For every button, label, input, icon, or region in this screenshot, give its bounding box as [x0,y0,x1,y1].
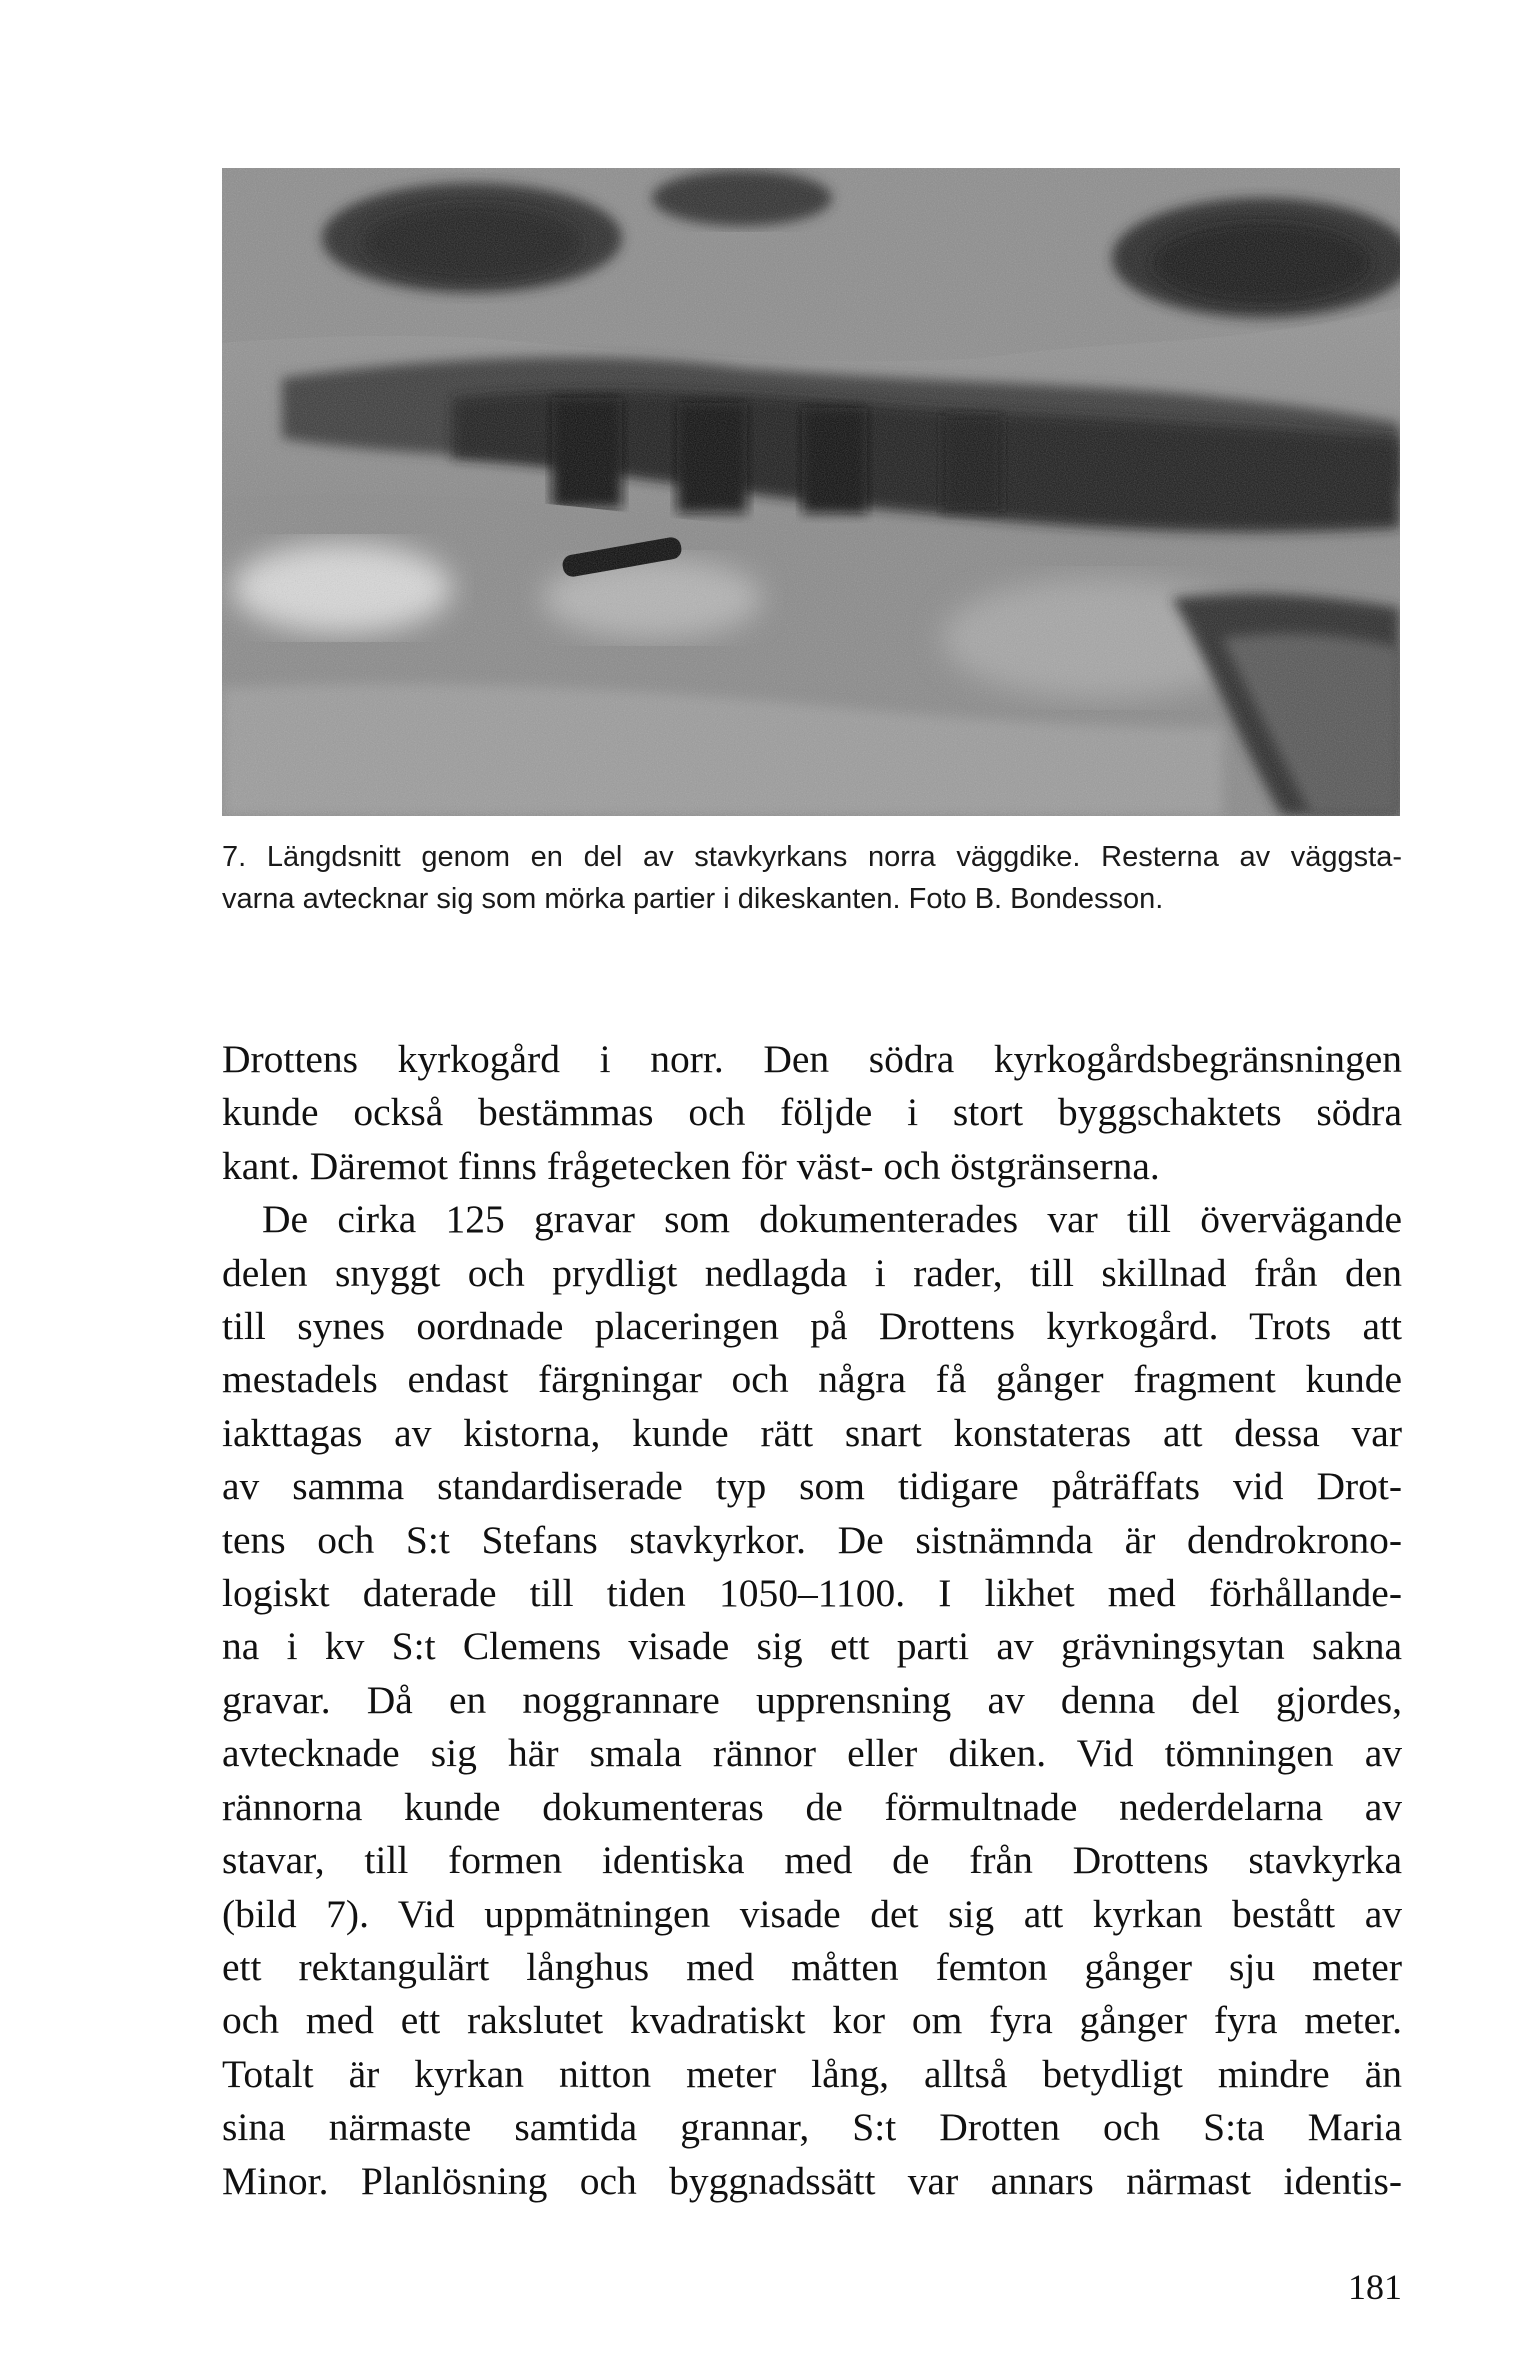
text-line: till synes oordnade placeringen på Drottens kyrkogård. Trots att [222,1304,1402,1349]
text-line: tens och S:t Stefans stavkyrkor. De sistnämnda är dendrokrono- [222,1517,1402,1562]
text-line: stavar, till formen identiska med de från Drottens stavkyrka [222,1838,1402,1883]
text-line: sina närmaste samtida grannar, S:t Drotten och S:ta Maria [222,2105,1402,2150]
paragraph-2 [222,1193,1402,2208]
text-line: ett rektangulärt långhus med måtten femton gånger sju meter [222,1944,1402,1989]
body-text [222,1033,1402,2208]
figure-caption [222,836,1402,920]
text-line: av samma standardiserade typ som tidigare påträffats vid Drot- [222,1464,1402,1509]
text-line: Minor. Planlösning och byggnadssätt var annars närmast identis- [222,2158,1402,2203]
text-line: mestadels endast färgningar och några få gånger fragment kunde [222,1357,1402,1402]
text-line: rännorna kunde dokumenteras de förmultnade nederdelarna av [222,1784,1402,1829]
text-line: kant. Däremot finns frågetecken för väst- och östgränserna. [222,1143,1160,1188]
paragraph-1 [222,1033,1402,1193]
excavation-photo-image [222,168,1400,816]
text-line: De cirka 125 gravar som dokumenterades var till övervägande [262,1197,1402,1242]
text-line: kunde också bestämmas och följde i stort byggschaktets södra [222,1090,1402,1135]
caption-line: 7. Längdsnitt genom en del av stavkyrkans norra väggdike. Resterna av väggsta- [222,841,1402,873]
text-line: (bild 7). Vid uppmätningen visade det sig att kyrkan bestått av [222,1891,1402,1936]
excavation-photo [222,168,1400,816]
text-line: och med ett rakslutet kvadratiskt kor om fyra gånger fyra meter. [222,1998,1402,2043]
text-line: gravar. Då en noggrannare upprensning av denna del gjordes, [222,1677,1402,1722]
text-line: iakttagas av kistorna, kunde rätt snart konstateras att dessa var [222,1410,1402,1455]
text-line: na i kv S:t Clemens visade sig ett parti av grävningsytan sakna [222,1624,1402,1669]
text-line: Totalt är kyrkan nitton meter lång, alltså betydligt mindre än [222,2051,1402,2096]
caption-line: varna avtecknar sig som mörka partier i dikeskanten. Foto B. Bondesson. [222,883,1164,915]
text-line: Drottens kyrkogård i norr. Den södra kyrkogårdsbegränsningen [222,1037,1402,1081]
text-line: delen snyggt och prydligt nedlagda i rader, till skillnad från den [222,1250,1402,1295]
text-line: logiskt daterade till tiden 1050–1100. I likhet med förhållande- [222,1571,1402,1616]
text-line: avtecknade sig här smala rännor eller diken. Vid tömningen av [222,1731,1402,1776]
page-number: 181 [1348,2267,1402,2307]
